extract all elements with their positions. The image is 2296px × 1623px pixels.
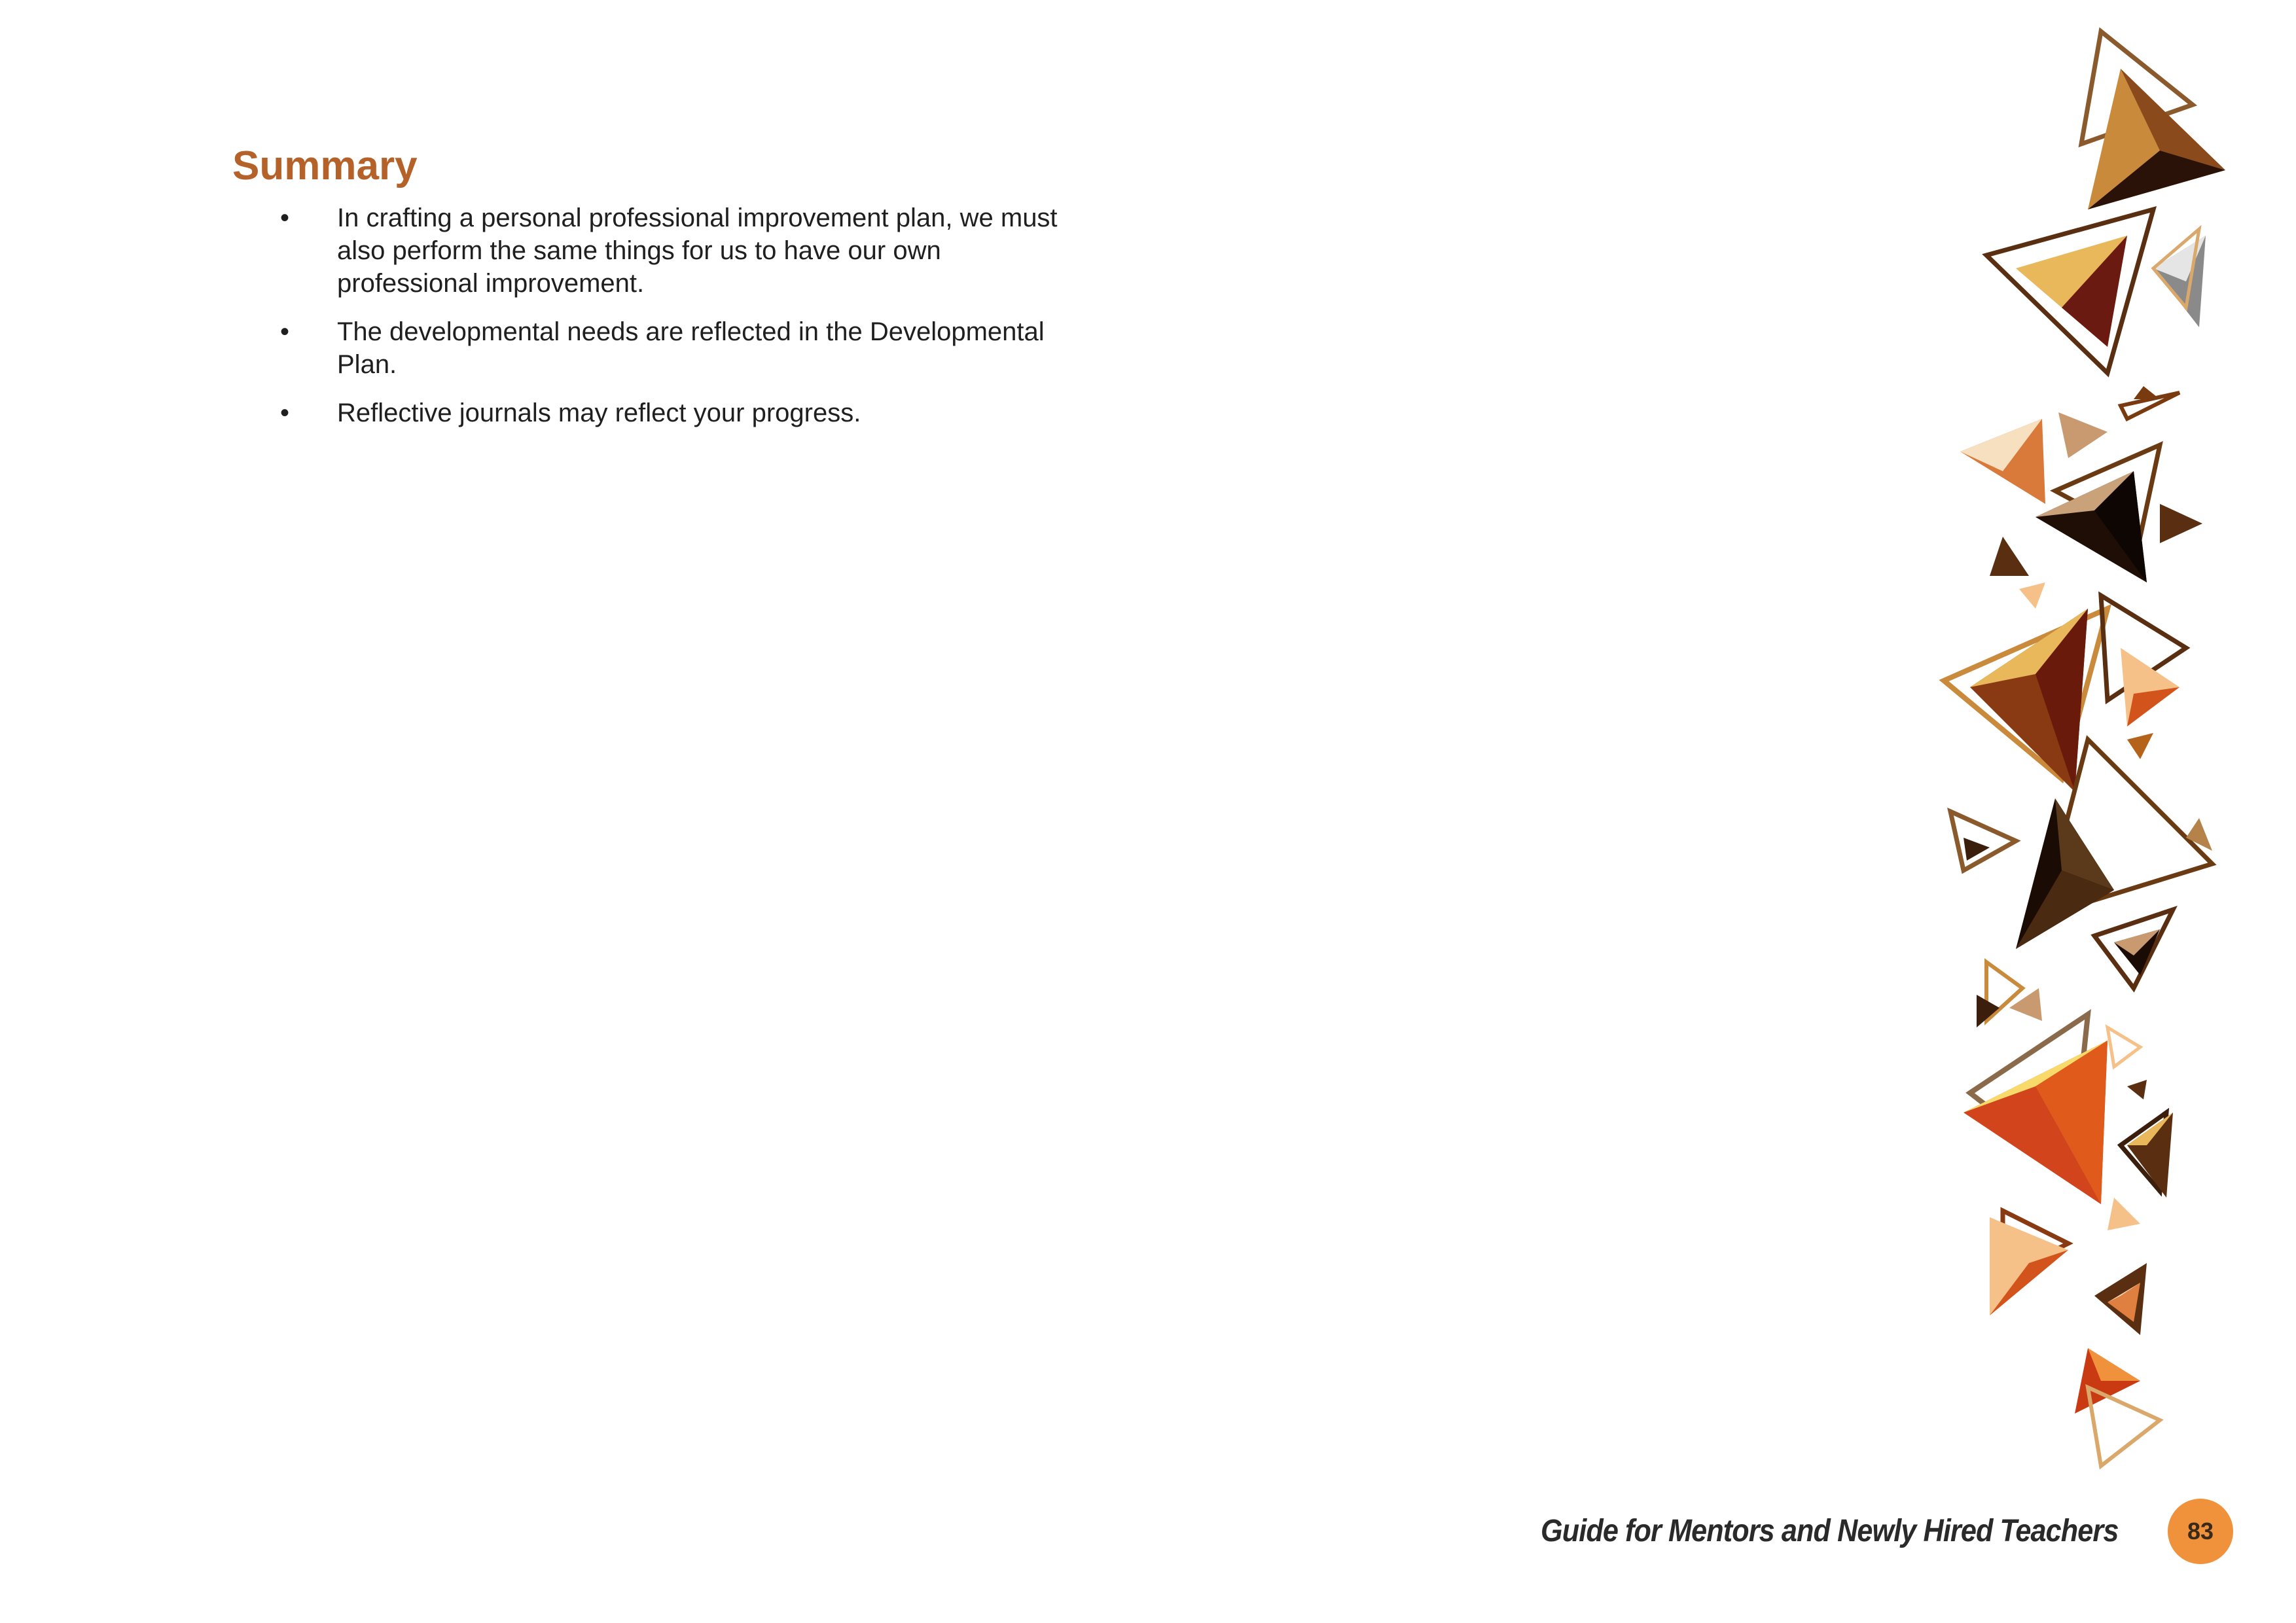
- bullet-list: [275, 202, 1073, 445]
- footer-title: Guide for Mentors and Newly Hired Teachers: [1540, 1514, 2118, 1548]
- section-heading: Summary: [232, 143, 418, 188]
- list-item: [275, 315, 1073, 381]
- bullet-text: The developmental needs are reflected in the Developmental Plan.: [337, 317, 1045, 379]
- list-item: [275, 202, 1073, 300]
- triangle-pattern-icon: [1846, 20, 2251, 1512]
- bullet-icon: •: [280, 204, 290, 232]
- bullet-icon: •: [280, 317, 290, 346]
- list-item: [275, 397, 1073, 429]
- bullet-text: Reflective journals may reflect your progress.: [337, 399, 861, 427]
- page-number-badge: [2168, 1499, 2233, 1564]
- bullet-text: In crafting a personal professional improvement plan, we must also perform the same things for us to have our own professional improvement.: [337, 204, 1058, 298]
- bullet-icon: •: [280, 399, 290, 427]
- page-number: 83: [2187, 1518, 2214, 1544]
